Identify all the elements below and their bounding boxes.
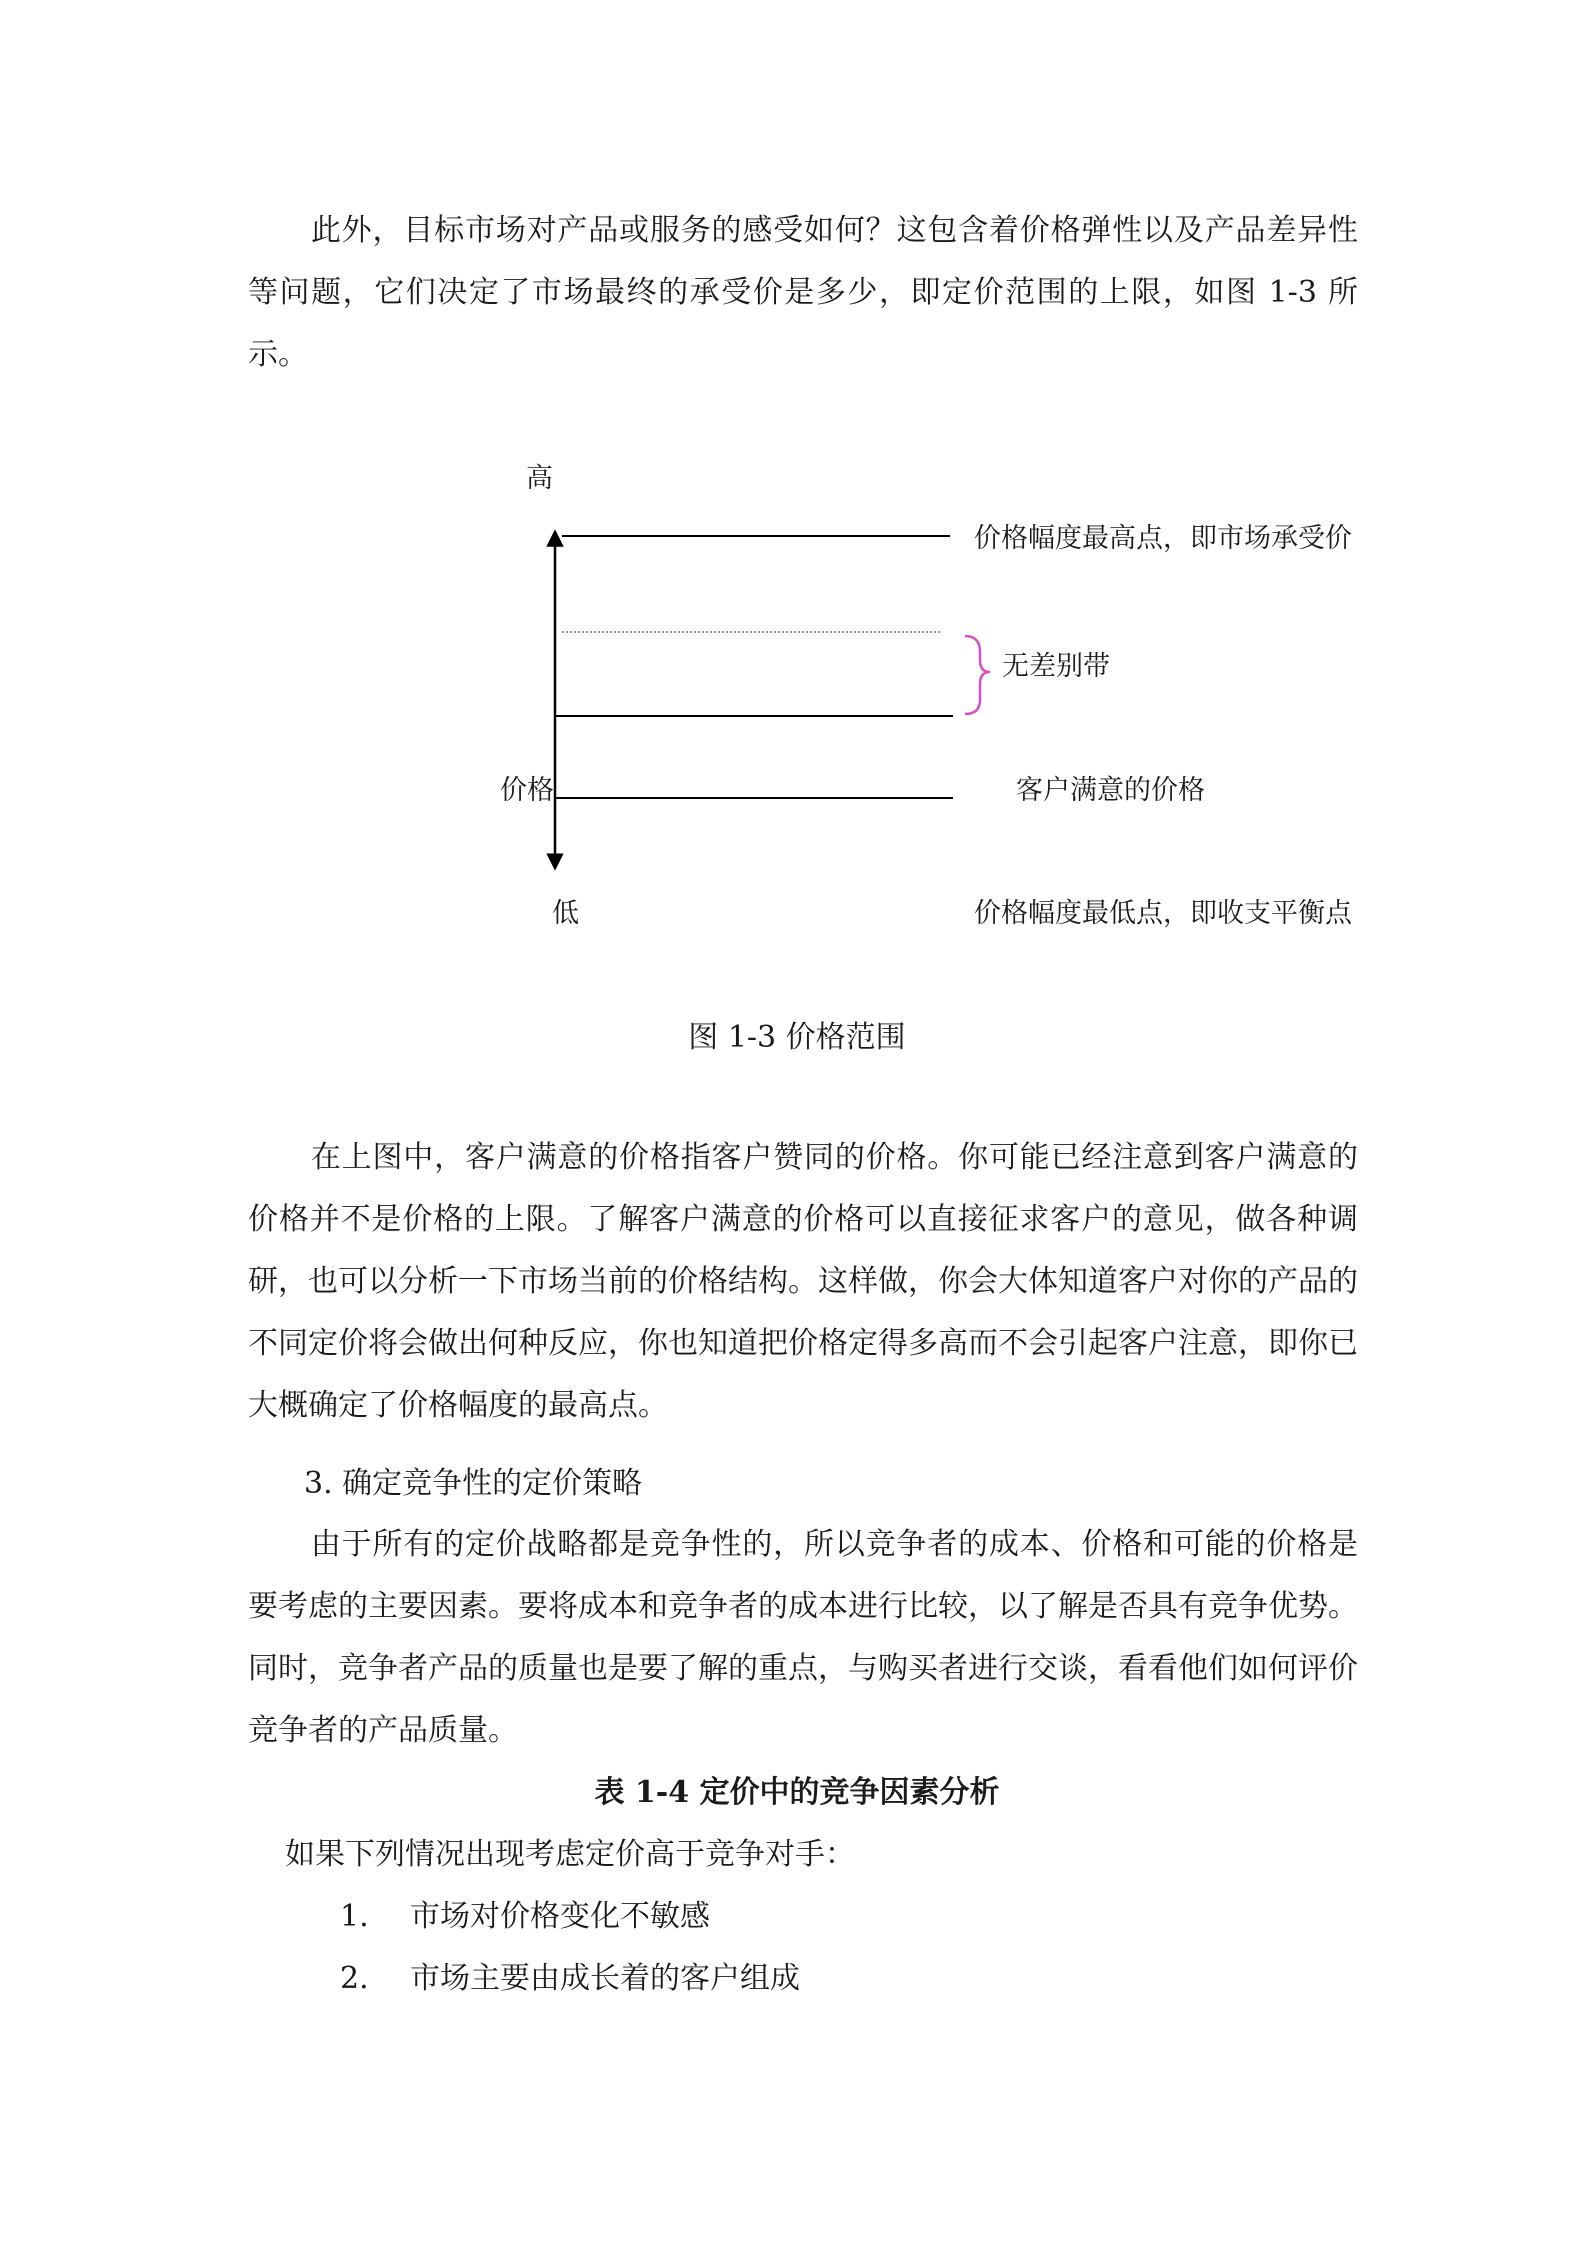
table-title: 表 1-4 定价中的竞争因素分析 [594, 1775, 1000, 1810]
section-heading: 3. 确定竞争性的定价策略 [304, 1466, 643, 1501]
list-item-number: 2. [340, 1961, 369, 1996]
band-brace [965, 636, 990, 714]
label-indifference-band: 无差别带 [1002, 651, 1110, 682]
price-range-diagram [0, 0, 1594, 1100]
label-price-axis: 价格 [500, 775, 554, 806]
list-item-number: 1. [340, 1899, 369, 1934]
label-low: 低 [552, 898, 579, 929]
figure-caption: 图 1-3 价格范围 [688, 1020, 906, 1055]
paragraph-explanation [248, 1127, 1358, 1437]
label-min-price: 价格幅度最低点，即收支平衡点 [974, 898, 1352, 929]
label-max-price: 价格幅度最高点，即市场承受价 [974, 523, 1352, 554]
list-item-text: 市场主要由成长着的客户组成 [410, 1961, 800, 1996]
paragraph-intro-text: 此外，目标市场对产品或服务的感受如何？这包含着价格弹性以及产品差异性等问题，它们决定了市场最终的承受价是多少，即定价范围的上限，如图 1-3 所示。 [248, 213, 1358, 372]
list-item-text: 市场对价格变化不敏感 [410, 1899, 710, 1934]
list-item [340, 1948, 800, 2010]
label-high: 高 [526, 463, 553, 494]
paragraph-explanation-text: 在上图中，客户满意的价格指客户赞同的价格。你可能已经注意到客户满意的价格并不是价格的上限。了解客户满意的价格可以直接征求客户的意见，做各种调研，也可以分析一下市场当前的价格结构。这样做，你会大体知道客户对你的产品的不同定价将会做出何种反应，你也知道把价格定得多高而不会引起客户注意，即你已大概确定了价格幅度的最高点。 [248, 1140, 1358, 1423]
paragraph-competition-text: 由于所有的定价战略都是竞争性的，所以竞争者的成本、价格和可能的价格是要考虑的主要因素。要将成本和竞争者的成本进行比较，以了解是否具有竞争优势。同时，竞争者产品的质量也是要了解的重点，与购买者进行交谈，看看他们如何评价竞争者的产品质量。 [248, 1527, 1358, 1748]
table-intro: 如果下列情况出现考虑定价高于竞争对手： [285, 1837, 855, 1872]
paragraph-competition [248, 1514, 1358, 1762]
label-satisfied-price: 客户满意的价格 [1016, 775, 1205, 806]
price-range-figure [0, 0, 1594, 1100]
list-item [340, 1886, 710, 1948]
